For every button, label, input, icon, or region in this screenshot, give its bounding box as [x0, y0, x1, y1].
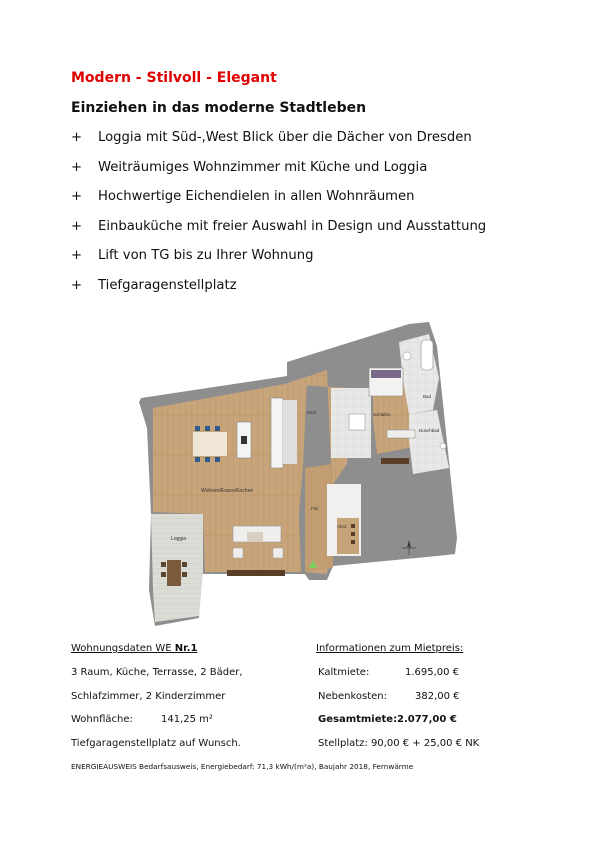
plus-icon: + — [71, 277, 83, 293]
cooktop — [241, 436, 247, 444]
label-loggia: Loggia — [171, 536, 187, 542]
label-bedroom: Schlafen — [373, 412, 391, 417]
wardrobe — [387, 430, 415, 438]
feature-item — [71, 130, 486, 160]
feature-text: Einbauküche mit freier Auswahl in Design und Ausstattung — [98, 218, 487, 234]
shelf — [351, 524, 355, 544]
service-charges-label: Nebenkosten: — [318, 691, 388, 702]
feature-item — [71, 160, 486, 190]
dining-table — [193, 432, 227, 456]
cold-rent-label: Kaltmiete: — [318, 667, 370, 678]
bed-blanket — [371, 370, 401, 378]
sideboard — [381, 458, 409, 464]
plus-icon: + — [71, 218, 83, 234]
cold-rent-value: 1.695,00 € — [405, 667, 460, 678]
plus-icon: + — [71, 248, 83, 263]
chair — [161, 562, 166, 567]
energy-certificate: ENERGIEAUSWEIS Bedarfsausweis, Energiebedarf: 71,3 kWh/(m²a), Baujahr 2018, Fernwärme — [71, 762, 414, 771]
feature-text: Lift von TG bis zu Ihrer Wohnung — [98, 248, 314, 263]
feature-item — [71, 219, 486, 249]
apartment-rooms: 3 Raum, Küche, Terrasse, 2 Bäder, — [71, 667, 243, 678]
service-charges-value: 382,00 € — [415, 691, 460, 702]
slogan: Modern - Stilvoll - Elegant — [71, 70, 277, 86]
total-rent-value: 2.077,00 € — [397, 714, 457, 725]
living-area-label: Wohnfläche: — [71, 714, 133, 725]
feature-item — [71, 248, 486, 278]
toilet — [440, 443, 446, 449]
loggia-table — [167, 560, 181, 586]
chair — [182, 562, 187, 567]
parking-price: Stellplatz: 90,00 € + 25,00 € NK — [318, 738, 480, 749]
total-rent-label: Gesamtmiete: — [318, 714, 398, 725]
label-shower: Duschbad — [419, 428, 440, 433]
chair — [182, 572, 187, 577]
rent-info-title: Informationen zum Mietpreis: — [316, 643, 464, 654]
label-storage: Abst. — [337, 524, 348, 529]
plus-icon: + — [71, 189, 83, 204]
living-area-value: 141,25 m² — [161, 714, 213, 725]
label-bath: Bad — [423, 394, 432, 399]
feature-text: Hochwertige Eichendielen in allen Wohnräumen — [98, 189, 415, 204]
armchair — [273, 548, 283, 558]
feature-list — [71, 130, 486, 307]
armchair — [233, 548, 243, 558]
label-hall: Flur — [311, 506, 319, 511]
feature-text: Loggia mit Süd-,West Blick über die Dächer von Dresden — [98, 130, 472, 145]
apartment-number: Nr.1 — [174, 643, 198, 654]
feature-text: Tiefgaragenstellplatz — [98, 277, 237, 293]
feature-item — [71, 278, 486, 308]
plus-icon: + — [71, 130, 83, 145]
plus-icon: + — [71, 159, 83, 175]
chair — [161, 572, 166, 577]
apartment-data-title — [71, 643, 197, 654]
kitchen-counter — [271, 398, 283, 468]
bathtub — [421, 340, 433, 370]
label-kind: Kind — [307, 410, 317, 415]
kitchen-cabinets — [283, 400, 297, 464]
label-living: Wohnen/Essen/Kochen — [201, 488, 254, 494]
apartment-data-title-prefix: Wohnungsdaten WE — [71, 643, 175, 654]
tv-board — [227, 570, 285, 576]
washbasin — [403, 352, 411, 360]
parking-note: Tiefgaragenstellplatz auf Wunsch. — [71, 738, 241, 749]
coffee-table — [247, 532, 263, 542]
feature-text: Weiträumiges Wohnzimmer mit Küche und Loggia — [98, 159, 428, 175]
headline: Einziehen in das moderne Stadtleben — [71, 100, 367, 116]
feature-item — [71, 189, 486, 219]
shower — [349, 414, 365, 430]
floor-plan — [137, 318, 463, 638]
apartment-bedrooms: Schlafzimmer, 2 Kinderzimmer — [71, 691, 226, 702]
